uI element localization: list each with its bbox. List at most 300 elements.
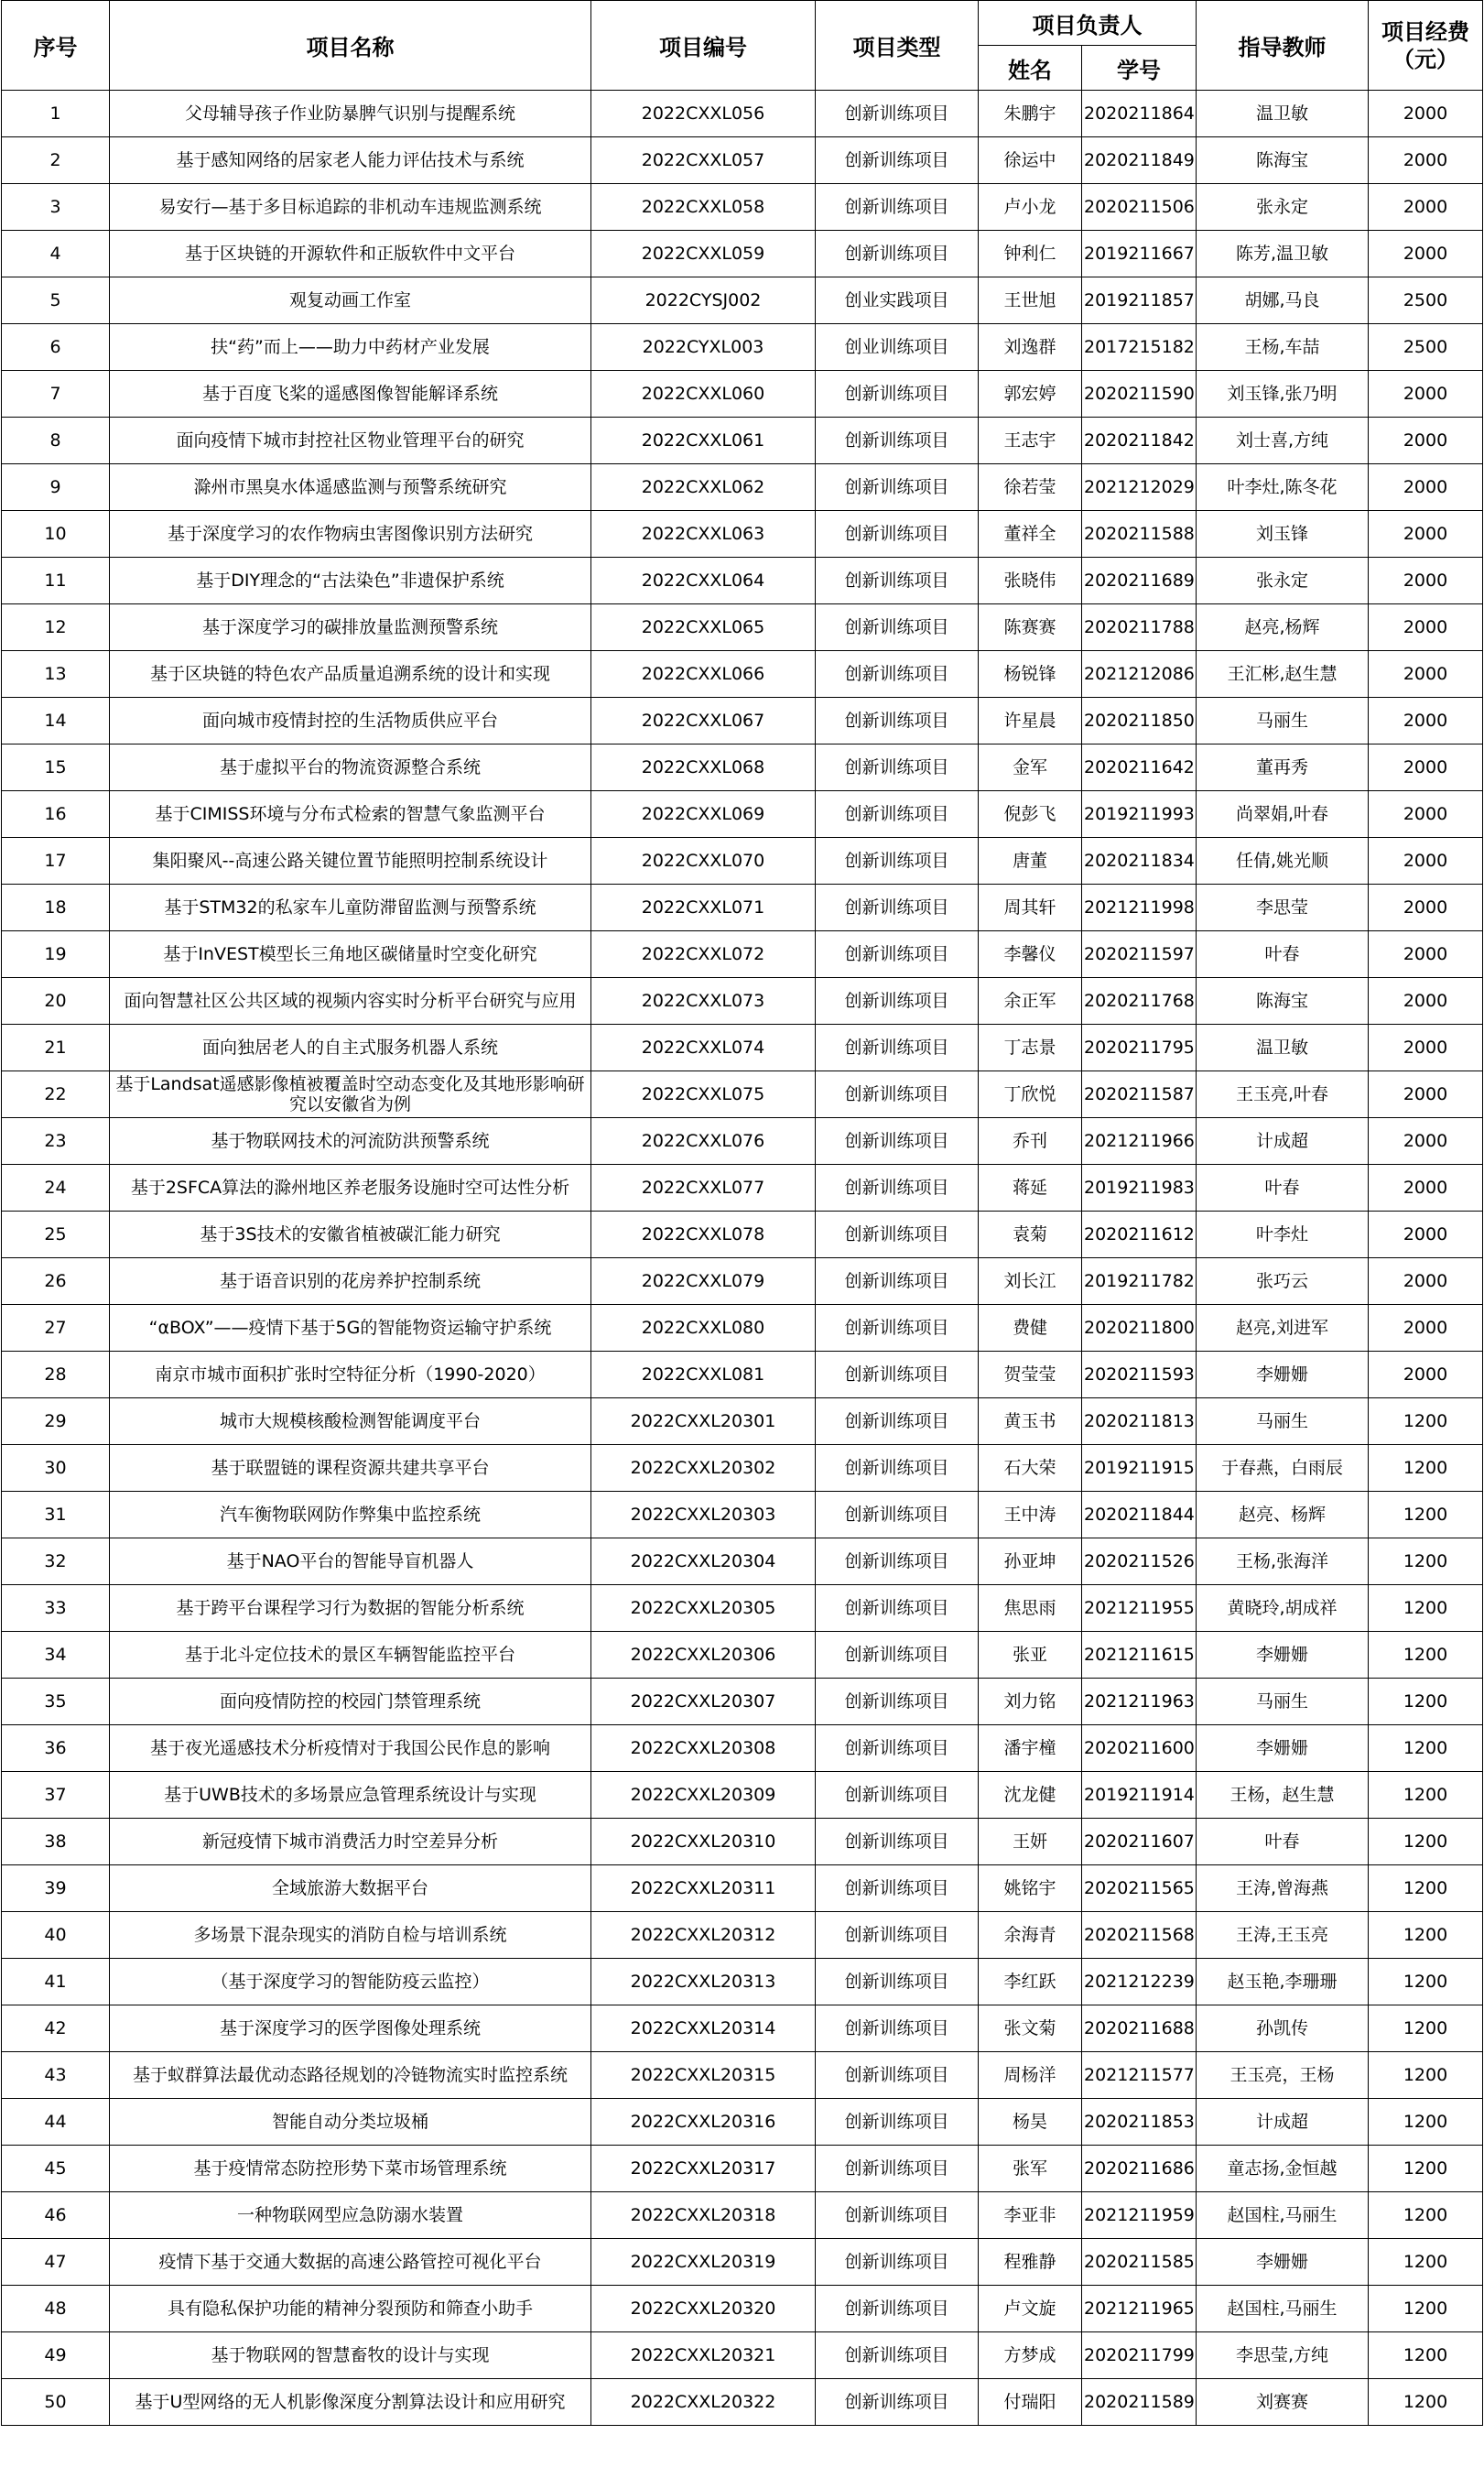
table-row xyxy=(2,418,1483,464)
cell-project-name: 基于疫情常态防控形势下菜市场管理系统 xyxy=(110,2146,591,2192)
cell-advisor: 刘玉锋,张乃明 xyxy=(1197,371,1369,418)
table-row xyxy=(2,2146,1483,2192)
cell-advisor: 马丽生 xyxy=(1197,698,1369,744)
cell-project-name: 面向疫情防控的校园门禁管理系统 xyxy=(110,1679,591,1725)
cell-seq: 9 xyxy=(2,464,110,511)
cell-student-id: 2020211612 xyxy=(1082,1212,1197,1258)
cell-project-code: 2022CYXL003 xyxy=(591,324,816,371)
cell-project-code: 2022CXXL20315 xyxy=(591,2052,816,2099)
cell-advisor: 任倩,姚光顺 xyxy=(1197,838,1369,885)
cell-funds: 2000 xyxy=(1369,231,1483,277)
cell-student-id: 2019211782 xyxy=(1082,1258,1197,1305)
cell-project-type: 创新训练项目 xyxy=(816,1959,979,2005)
cell-project-type: 创新训练项目 xyxy=(816,511,979,558)
cell-project-type: 创新训练项目 xyxy=(816,1772,979,1819)
cell-project-type: 创新训练项目 xyxy=(816,137,979,184)
cell-project-code: 2022CXXL056 xyxy=(591,91,816,137)
cell-seq: 15 xyxy=(2,744,110,791)
cell-funds: 2000 xyxy=(1369,978,1483,1025)
cell-project-type: 创新训练项目 xyxy=(816,464,979,511)
cell-student-id: 2021212086 xyxy=(1082,651,1197,698)
cell-advisor: 陈芳,温卫敏 xyxy=(1197,231,1369,277)
cell-project-name: 基于2SFCA算法的滁州地区养老服务设施时空可达性分析 xyxy=(110,1165,591,1212)
cell-student-id: 2021211963 xyxy=(1082,1679,1197,1725)
cell-project-type: 创新训练项目 xyxy=(816,91,979,137)
header-name: 项目名称 xyxy=(110,1,591,91)
cell-seq: 25 xyxy=(2,1212,110,1258)
cell-project-name: 滁州市黑臭水体遥感监测与预警系统研究 xyxy=(110,464,591,511)
cell-project-name: 基于语音识别的花房养护控制系统 xyxy=(110,1258,591,1305)
cell-project-code: 2022CXXL066 xyxy=(591,651,816,698)
cell-funds: 1200 xyxy=(1369,1959,1483,2005)
cell-project-type: 创新训练项目 xyxy=(816,184,979,231)
cell-advisor: 温卫敏 xyxy=(1197,1025,1369,1071)
cell-project-type: 创新训练项目 xyxy=(816,2146,979,2192)
cell-leader-name: 徐运中 xyxy=(979,137,1082,184)
cell-leader-name: 朱鹏宇 xyxy=(979,91,1082,137)
cell-student-id: 2020211864 xyxy=(1082,91,1197,137)
cell-project-type: 创新训练项目 xyxy=(816,1632,979,1679)
cell-project-name: 汽车衡物联网防作弊集中监控系统 xyxy=(110,1492,591,1538)
cell-project-name: 基于百度飞桨的遥感图像智能解译系统 xyxy=(110,371,591,418)
table-row xyxy=(2,371,1483,418)
cell-project-type: 创新训练项目 xyxy=(816,885,979,931)
cell-project-name: 基于区块链的特色农产品质量追溯系统的设计和实现 xyxy=(110,651,591,698)
cell-project-name: 基于联盟链的课程资源共建共享平台 xyxy=(110,1445,591,1492)
cell-funds: 2000 xyxy=(1369,371,1483,418)
cell-student-id: 2021211615 xyxy=(1082,1632,1197,1679)
header-leader: 项目负责人 xyxy=(979,1,1197,46)
cell-advisor: 张永定 xyxy=(1197,558,1369,604)
table-row xyxy=(2,1305,1483,1352)
table-row xyxy=(2,1445,1483,1492)
cell-leader-name: 董祥全 xyxy=(979,511,1082,558)
cell-funds: 1200 xyxy=(1369,2332,1483,2379)
cell-advisor: 张巧云 xyxy=(1197,1258,1369,1305)
table-row xyxy=(2,978,1483,1025)
header-funds: 项目经费（元） xyxy=(1369,1,1483,91)
cell-advisor: 叶李灶 xyxy=(1197,1212,1369,1258)
table-row xyxy=(2,791,1483,838)
table-row xyxy=(2,1679,1483,1725)
cell-advisor: 马丽生 xyxy=(1197,1679,1369,1725)
table-row xyxy=(2,558,1483,604)
cell-advisor: 李姗姗 xyxy=(1197,1725,1369,1772)
cell-project-code: 2022CXXL20314 xyxy=(591,2005,816,2052)
cell-student-id: 2021211959 xyxy=(1082,2192,1197,2239)
header-code: 项目编号 xyxy=(591,1,816,91)
cell-seq: 7 xyxy=(2,371,110,418)
cell-project-code: 2022CXXL080 xyxy=(591,1305,816,1352)
table-row xyxy=(2,1492,1483,1538)
cell-seq: 28 xyxy=(2,1352,110,1398)
cell-seq: 16 xyxy=(2,791,110,838)
cell-project-type: 创新训练项目 xyxy=(816,2379,979,2426)
cell-leader-name: 刘逸群 xyxy=(979,324,1082,371)
cell-project-name: 面向智慧社区公共区域的视频内容实时分析平台研究与应用 xyxy=(110,978,591,1025)
table-row xyxy=(2,2052,1483,2099)
cell-advisor: 李姗姗 xyxy=(1197,1632,1369,1679)
cell-student-id: 2020211587 xyxy=(1082,1071,1197,1118)
cell-advisor: 王玉亮，王杨 xyxy=(1197,2052,1369,2099)
table-row xyxy=(2,1865,1483,1912)
cell-funds: 1200 xyxy=(1369,2146,1483,2192)
cell-funds: 2000 xyxy=(1369,1305,1483,1352)
table-row xyxy=(2,2239,1483,2286)
table-row xyxy=(2,1258,1483,1305)
cell-leader-name: 李红跃 xyxy=(979,1959,1082,2005)
cell-advisor: 王汇彬,赵生慧 xyxy=(1197,651,1369,698)
table-header xyxy=(2,1,1483,91)
cell-project-code: 2022CXXL20306 xyxy=(591,1632,816,1679)
table-row xyxy=(2,604,1483,651)
cell-project-code: 2022CXXL20304 xyxy=(591,1538,816,1585)
cell-seq: 6 xyxy=(2,324,110,371)
cell-project-name: 基于DIY理念的“古法染色”非遗保护系统 xyxy=(110,558,591,604)
cell-project-code: 2022CXXL064 xyxy=(591,558,816,604)
cell-project-code: 2022CXXL20301 xyxy=(591,1398,816,1445)
cell-funds: 1200 xyxy=(1369,1398,1483,1445)
cell-seq: 27 xyxy=(2,1305,110,1352)
cell-student-id: 2020211688 xyxy=(1082,2005,1197,2052)
table-row xyxy=(2,91,1483,137)
cell-advisor: 叶春 xyxy=(1197,1165,1369,1212)
cell-project-type: 创新训练项目 xyxy=(816,558,979,604)
cell-project-name: 父母辅导孩子作业防暴脾气识别与提醒系统 xyxy=(110,91,591,137)
table-row xyxy=(2,1071,1483,1118)
cell-student-id: 2020211600 xyxy=(1082,1725,1197,1772)
cell-project-code: 2022CXXL058 xyxy=(591,184,816,231)
cell-project-type: 创新训练项目 xyxy=(816,1071,979,1118)
cell-funds: 1200 xyxy=(1369,1912,1483,1959)
cell-project-code: 2022CXXL20316 xyxy=(591,2099,816,2146)
cell-student-id: 2020211799 xyxy=(1082,2332,1197,2379)
cell-leader-name: 付瑞阳 xyxy=(979,2379,1082,2426)
cell-funds: 1200 xyxy=(1369,1679,1483,1725)
cell-student-id: 2021211998 xyxy=(1082,885,1197,931)
cell-seq: 41 xyxy=(2,1959,110,2005)
cell-funds: 2000 xyxy=(1369,1352,1483,1398)
cell-project-code: 2022CXXL20305 xyxy=(591,1585,816,1632)
cell-project-type: 创新训练项目 xyxy=(816,1398,979,1445)
cell-project-code: 2022CXXL057 xyxy=(591,137,816,184)
cell-project-name: 智能自动分类垃圾桶 xyxy=(110,2099,591,2146)
cell-funds: 2000 xyxy=(1369,1025,1483,1071)
table-row xyxy=(2,2099,1483,2146)
cell-advisor: 胡娜,马良 xyxy=(1197,277,1369,324)
cell-funds: 1200 xyxy=(1369,1445,1483,1492)
cell-seq: 13 xyxy=(2,651,110,698)
table-row xyxy=(2,324,1483,371)
cell-project-name: 面向城市疫情封控的生活物质供应平台 xyxy=(110,698,591,744)
cell-seq: 20 xyxy=(2,978,110,1025)
cell-project-name: 基于区块链的开源软件和正版软件中文平台 xyxy=(110,231,591,277)
cell-project-code: 2022CYSJ002 xyxy=(591,277,816,324)
table-row xyxy=(2,1959,1483,2005)
cell-advisor: 王杨，赵生慧 xyxy=(1197,1772,1369,1819)
cell-seq: 32 xyxy=(2,1538,110,1585)
cell-leader-name: 徐若莹 xyxy=(979,464,1082,511)
cell-project-code: 2022CXXL20322 xyxy=(591,2379,816,2426)
table-row xyxy=(2,838,1483,885)
cell-leader-name: 唐董 xyxy=(979,838,1082,885)
cell-leader-name: 陈赛赛 xyxy=(979,604,1082,651)
cell-funds: 1200 xyxy=(1369,2286,1483,2332)
cell-project-name: 集阳聚风--高速公路关键位置节能照明控制系统设计 xyxy=(110,838,591,885)
table-row xyxy=(2,1585,1483,1632)
cell-student-id: 2020211565 xyxy=(1082,1865,1197,1912)
cell-student-id: 2021211966 xyxy=(1082,1118,1197,1165)
cell-student-id: 2020211597 xyxy=(1082,931,1197,978)
cell-project-name: 基于UWB技术的多场景应急管理系统设计与实现 xyxy=(110,1772,591,1819)
header-seq: 序号 xyxy=(2,1,110,91)
cell-project-name: 一种物联网型应急防溺水装置 xyxy=(110,2192,591,2239)
cell-student-id: 2021211577 xyxy=(1082,2052,1197,2099)
cell-student-id: 2020211788 xyxy=(1082,604,1197,651)
cell-student-id: 2020211568 xyxy=(1082,1912,1197,1959)
cell-project-code: 2022CXXL065 xyxy=(591,604,816,651)
table-row xyxy=(2,184,1483,231)
cell-leader-name: 金军 xyxy=(979,744,1082,791)
cell-leader-name: 张晓伟 xyxy=(979,558,1082,604)
cell-leader-name: 张亚 xyxy=(979,1632,1082,1679)
cell-project-type: 创新训练项目 xyxy=(816,838,979,885)
cell-leader-name: 黄玉书 xyxy=(979,1398,1082,1445)
cell-leader-name: 李亚非 xyxy=(979,2192,1082,2239)
cell-project-name: 基于InVEST模型长三角地区碳储量时空变化研究 xyxy=(110,931,591,978)
cell-seq: 40 xyxy=(2,1912,110,1959)
cell-project-type: 创业训练项目 xyxy=(816,324,979,371)
cell-advisor: 王玉亮,叶春 xyxy=(1197,1071,1369,1118)
cell-project-code: 2022CXXL068 xyxy=(591,744,816,791)
cell-project-type: 创新训练项目 xyxy=(816,604,979,651)
cell-funds: 2000 xyxy=(1369,558,1483,604)
cell-project-name: 基于Landsat遥感影像植被覆盖时空动态变化及其地形影响研究以安徽省为例 xyxy=(110,1071,591,1118)
cell-seq: 12 xyxy=(2,604,110,651)
cell-advisor: 赵玉艳,李珊珊 xyxy=(1197,1959,1369,2005)
table-row xyxy=(2,1398,1483,1445)
cell-funds: 1200 xyxy=(1369,2005,1483,2052)
table-row xyxy=(2,464,1483,511)
cell-project-name: 基于深度学习的碳排放量监测预警系统 xyxy=(110,604,591,651)
cell-project-name: 基于蚁群算法最优动态路径规划的冷链物流实时监控系统 xyxy=(110,2052,591,2099)
cell-project-code: 2022CXXL081 xyxy=(591,1352,816,1398)
cell-student-id: 2020211834 xyxy=(1082,838,1197,885)
cell-project-code: 2022CXXL20312 xyxy=(591,1912,816,1959)
table-row xyxy=(2,1165,1483,1212)
table-row xyxy=(2,885,1483,931)
cell-advisor: 陈海宝 xyxy=(1197,978,1369,1025)
cell-project-code: 2022CXXL062 xyxy=(591,464,816,511)
table-row xyxy=(2,1118,1483,1165)
cell-student-id: 2020211588 xyxy=(1082,511,1197,558)
cell-project-name: 基于深度学习的农作物病虫害图像识别方法研究 xyxy=(110,511,591,558)
cell-seq: 34 xyxy=(2,1632,110,1679)
cell-project-name: 基于跨平台课程学习行为数据的智能分析系统 xyxy=(110,1585,591,1632)
cell-project-code: 2022CXXL060 xyxy=(591,371,816,418)
cell-project-type: 创新训练项目 xyxy=(816,1538,979,1585)
table-row xyxy=(2,511,1483,558)
cell-funds: 2500 xyxy=(1369,277,1483,324)
cell-funds: 2000 xyxy=(1369,698,1483,744)
cell-leader-name: 周其轩 xyxy=(979,885,1082,931)
cell-project-name: 基于NAO平台的智能导盲机器人 xyxy=(110,1538,591,1585)
cell-leader-name: 孙亚坤 xyxy=(979,1538,1082,1585)
cell-project-name: 基于夜光遥感技术分析疫情对于我国公民作息的影响 xyxy=(110,1725,591,1772)
cell-seq: 46 xyxy=(2,2192,110,2239)
cell-funds: 1200 xyxy=(1369,1725,1483,1772)
cell-student-id: 2020211850 xyxy=(1082,698,1197,744)
header-advisor: 指导教师 xyxy=(1197,1,1369,91)
cell-leader-name: 方梦成 xyxy=(979,2332,1082,2379)
cell-seq: 21 xyxy=(2,1025,110,1071)
table-row xyxy=(2,1025,1483,1071)
cell-project-name: 基于CIMISS环境与分布式检索的智慧气象监测平台 xyxy=(110,791,591,838)
cell-funds: 1200 xyxy=(1369,2192,1483,2239)
cell-leader-name: 丁欣悦 xyxy=(979,1071,1082,1118)
cell-funds: 1200 xyxy=(1369,1492,1483,1538)
cell-funds: 1200 xyxy=(1369,1632,1483,1679)
cell-leader-name: 卢小龙 xyxy=(979,184,1082,231)
cell-funds: 2000 xyxy=(1369,604,1483,651)
cell-funds: 1200 xyxy=(1369,2379,1483,2426)
cell-seq: 50 xyxy=(2,2379,110,2426)
cell-project-code: 2022CXXL059 xyxy=(591,231,816,277)
table-row xyxy=(2,2286,1483,2332)
cell-leader-name: 卢文旋 xyxy=(979,2286,1082,2332)
cell-seq: 22 xyxy=(2,1071,110,1118)
cell-funds: 2000 xyxy=(1369,418,1483,464)
cell-advisor: 计成超 xyxy=(1197,2099,1369,2146)
header-leader-name: 姓名 xyxy=(979,46,1082,91)
cell-leader-name: 李馨仪 xyxy=(979,931,1082,978)
cell-funds: 2000 xyxy=(1369,1165,1483,1212)
cell-funds: 1200 xyxy=(1369,2099,1483,2146)
cell-project-code: 2022CXXL069 xyxy=(591,791,816,838)
cell-advisor: 刘玉锋 xyxy=(1197,511,1369,558)
cell-project-name: 新冠疫情下城市消费活力时空差异分析 xyxy=(110,1819,591,1865)
cell-student-id: 2019211915 xyxy=(1082,1445,1197,1492)
cell-seq: 23 xyxy=(2,1118,110,1165)
cell-project-code: 2022CXXL20320 xyxy=(591,2286,816,2332)
cell-project-code: 2022CXXL072 xyxy=(591,931,816,978)
cell-project-name: 基于北斗定位技术的景区车辆智能监控平台 xyxy=(110,1632,591,1679)
table-row xyxy=(2,2005,1483,2052)
cell-student-id: 2019211914 xyxy=(1082,1772,1197,1819)
cell-project-code: 2022CXXL20313 xyxy=(591,1959,816,2005)
cell-seq: 49 xyxy=(2,2332,110,2379)
cell-advisor: 赵亮、杨辉 xyxy=(1197,1492,1369,1538)
cell-leader-name: 丁志景 xyxy=(979,1025,1082,1071)
cell-advisor: 王涛,曾海燕 xyxy=(1197,1865,1369,1912)
cell-seq: 44 xyxy=(2,2099,110,2146)
cell-project-type: 创新训练项目 xyxy=(816,2192,979,2239)
cell-advisor: 李姗姗 xyxy=(1197,2239,1369,2286)
cell-project-type: 创新训练项目 xyxy=(816,744,979,791)
cell-seq: 35 xyxy=(2,1679,110,1725)
cell-project-name: 观复动画工作室 xyxy=(110,277,591,324)
cell-advisor: 马丽生 xyxy=(1197,1398,1369,1445)
table-row xyxy=(2,2379,1483,2426)
table-row xyxy=(2,651,1483,698)
cell-project-type: 创新训练项目 xyxy=(816,791,979,838)
cell-advisor: 陈海宝 xyxy=(1197,137,1369,184)
cell-project-code: 2022CXXL20318 xyxy=(591,2192,816,2239)
cell-project-code: 2022CXXL20321 xyxy=(591,2332,816,2379)
cell-seq: 37 xyxy=(2,1772,110,1819)
table-row xyxy=(2,2332,1483,2379)
cell-seq: 4 xyxy=(2,231,110,277)
cell-seq: 19 xyxy=(2,931,110,978)
cell-leader-name: 潘宇橦 xyxy=(979,1725,1082,1772)
cell-seq: 10 xyxy=(2,511,110,558)
table-row xyxy=(2,1912,1483,1959)
cell-advisor: 温卫敏 xyxy=(1197,91,1369,137)
cell-project-code: 2022CXXL075 xyxy=(591,1071,816,1118)
cell-project-code: 2022CXXL074 xyxy=(591,1025,816,1071)
cell-project-code: 2022CXXL20319 xyxy=(591,2239,816,2286)
cell-project-code: 2022CXXL073 xyxy=(591,978,816,1025)
cell-project-name: 扶“药”而上——助力中药材产业发展 xyxy=(110,324,591,371)
cell-student-id: 2020211526 xyxy=(1082,1538,1197,1585)
cell-seq: 45 xyxy=(2,2146,110,2192)
cell-project-code: 2022CXXL20317 xyxy=(591,2146,816,2192)
cell-project-name: 疫情下基于交通大数据的高速公路管控可视化平台 xyxy=(110,2239,591,2286)
cell-advisor: 李姗姗 xyxy=(1197,1352,1369,1398)
table-row xyxy=(2,698,1483,744)
cell-funds: 2000 xyxy=(1369,744,1483,791)
cell-project-type: 创新训练项目 xyxy=(816,1258,979,1305)
cell-project-name: 面向疫情下城市封控社区物业管理平台的研究 xyxy=(110,418,591,464)
cell-project-type: 创新训练项目 xyxy=(816,931,979,978)
cell-advisor: 赵亮,杨辉 xyxy=(1197,604,1369,651)
cell-student-id: 2020211689 xyxy=(1082,558,1197,604)
table-row xyxy=(2,137,1483,184)
cell-student-id: 2020211853 xyxy=(1082,2099,1197,2146)
cell-student-id: 2019211667 xyxy=(1082,231,1197,277)
cell-project-code: 2022CXXL20309 xyxy=(591,1772,816,1819)
cell-advisor: 尚翠娟,叶春 xyxy=(1197,791,1369,838)
cell-funds: 1200 xyxy=(1369,1772,1483,1819)
cell-project-type: 创新训练项目 xyxy=(816,1305,979,1352)
cell-leader-name: 郭宏婷 xyxy=(979,371,1082,418)
cell-seq: 14 xyxy=(2,698,110,744)
cell-advisor: 刘赛赛 xyxy=(1197,2379,1369,2426)
cell-seq: 36 xyxy=(2,1725,110,1772)
table-row xyxy=(2,2192,1483,2239)
cell-student-id: 2021211955 xyxy=(1082,1585,1197,1632)
cell-student-id: 2020211813 xyxy=(1082,1398,1197,1445)
cell-project-name: 基于U型网络的无人机影像深度分割算法设计和应用研究 xyxy=(110,2379,591,2426)
cell-leader-name: 余海青 xyxy=(979,1912,1082,1959)
cell-leader-name: 费健 xyxy=(979,1305,1082,1352)
cell-project-type: 创新训练项目 xyxy=(816,2099,979,2146)
cell-project-code: 2022CXXL20303 xyxy=(591,1492,816,1538)
cell-project-name: 基于STM32的私家车儿童防滞留监测与预警系统 xyxy=(110,885,591,931)
cell-project-type: 创新训练项目 xyxy=(816,698,979,744)
cell-advisor: 董再秀 xyxy=(1197,744,1369,791)
cell-project-type: 创新训练项目 xyxy=(816,1118,979,1165)
cell-student-id: 2021211965 xyxy=(1082,2286,1197,2332)
cell-funds: 1200 xyxy=(1369,1585,1483,1632)
cell-student-id: 2020211800 xyxy=(1082,1305,1197,1352)
cell-student-id: 2020211642 xyxy=(1082,744,1197,791)
table-row xyxy=(2,1819,1483,1865)
cell-project-type: 创新训练项目 xyxy=(816,2286,979,2332)
cell-funds: 2000 xyxy=(1369,931,1483,978)
cell-project-code: 2022CXXL20311 xyxy=(591,1865,816,1912)
project-table xyxy=(1,0,1483,2426)
